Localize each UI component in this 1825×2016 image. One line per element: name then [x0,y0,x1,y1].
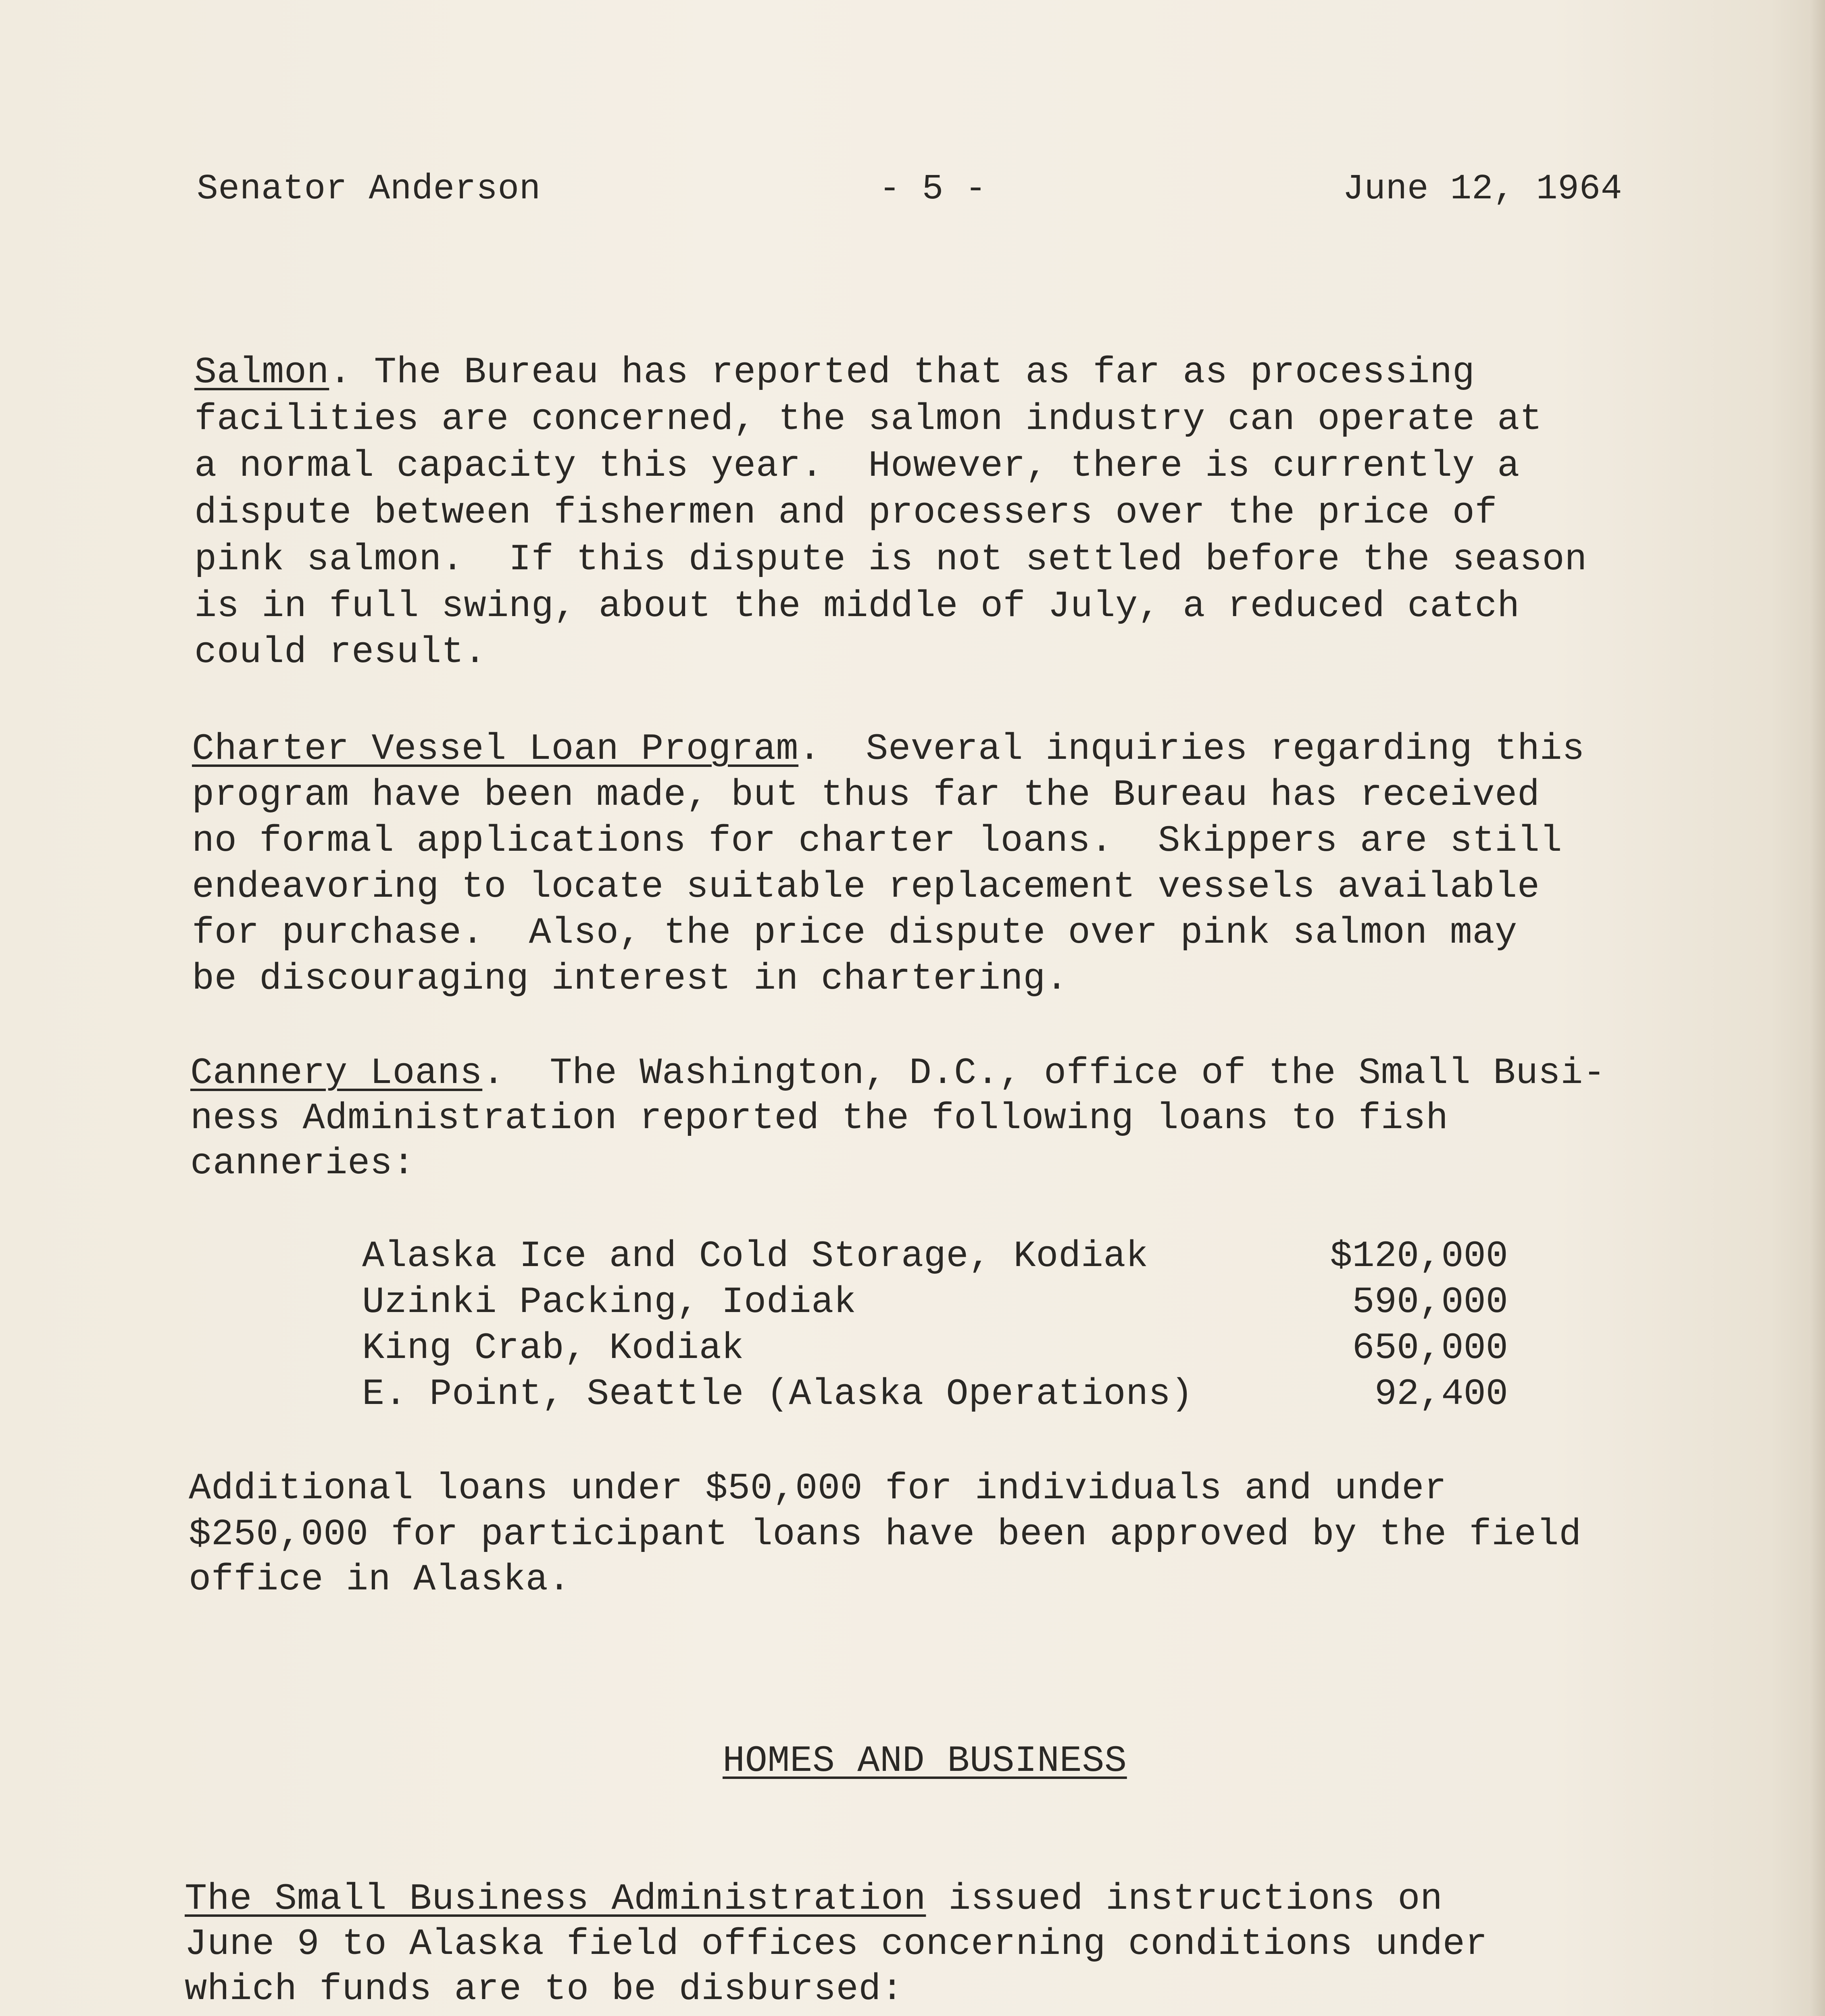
header-page-number: - 5 - [879,169,987,209]
section-title: HOMES AND BUSINESS [723,1740,1127,1782]
cannery-heading: Cannery Loans [190,1052,483,1094]
sba-line-2: June 9 to Alaska field offices concerning conditions under [185,1923,1488,1965]
loan-amount: 650,000 [1352,1327,1508,1369]
loan-amount: 590,000 [1352,1281,1508,1323]
salmon-line-2: facilities are concerned, the salmon industry can operate at [194,398,1542,440]
charter-line-5: for purchase. Also, the price dispute over pink salmon may [192,912,1517,954]
loan-amount: $120,000 [1330,1235,1508,1277]
additional-line-1: Additional loans under $50,000 for individuals and under [189,1467,1447,1510]
loan-name: E. Point, Seattle (Alaska Operations) [362,1373,1194,1415]
salmon-line-7: could result. [194,631,487,673]
cannery-line-2: ness Administration reported the following loans to fish [190,1097,1448,1139]
charter-line-6: be discouraging interest in chartering. [192,958,1068,1000]
charter-line-4: endeavoring to locate suitable replacement vessels available [192,866,1540,908]
sba-line-3: which funds are to be disbursed: [185,1968,904,2010]
charter-heading: Charter Vessel Loan Program [192,728,799,770]
loan-name: Alaska Ice and Cold Storage, Kodiak [362,1235,1148,1277]
header-addressee: Senator Anderson [197,169,541,209]
loan-name: Uzinki Packing, Iodiak [362,1281,856,1323]
additional-line-3: office in Alaska. [189,1558,571,1601]
salmon-heading: Salmon [194,351,329,394]
header-date: June 12, 1964 [1343,169,1623,209]
sba-line-1: The Small Business Administration issued instructions on [185,1878,1443,1920]
loan-amount: 92,400 [1374,1373,1508,1415]
salmon-line-1: Salmon. The Bureau has reported that as far as processing [194,351,1475,394]
additional-line-2: $250,000 for participant loans have been approved by the field [189,1513,1581,1556]
charter-line-2: program have been made, but thus far the Bureau has received [192,774,1540,816]
salmon-line-4: dispute between fishermen and processers over the price of [194,492,1498,534]
page-edge-shadow [1809,0,1825,2016]
salmon-line-6: is in full swing, about the middle of July, a reduced catch [194,585,1520,627]
salmon-line-5: pink salmon. If this dispute is not settled before the season [194,538,1587,581]
cannery-line-1: Cannery Loans. The Washington, D.C., office of the Small Busi- [190,1052,1606,1094]
charter-line-1: Charter Vessel Loan Program. Several inquiries regarding this [192,728,1585,770]
cannery-line-3: canneries: [190,1142,415,1185]
sba-heading: The Small Business Administration [185,1878,926,1920]
charter-line-3: no formal applications for charter loans. Skippers are still [192,820,1562,862]
loan-name: King Crab, Kodiak [362,1327,744,1369]
salmon-line-3: a normal capacity this year. However, there is currently a [194,445,1520,487]
